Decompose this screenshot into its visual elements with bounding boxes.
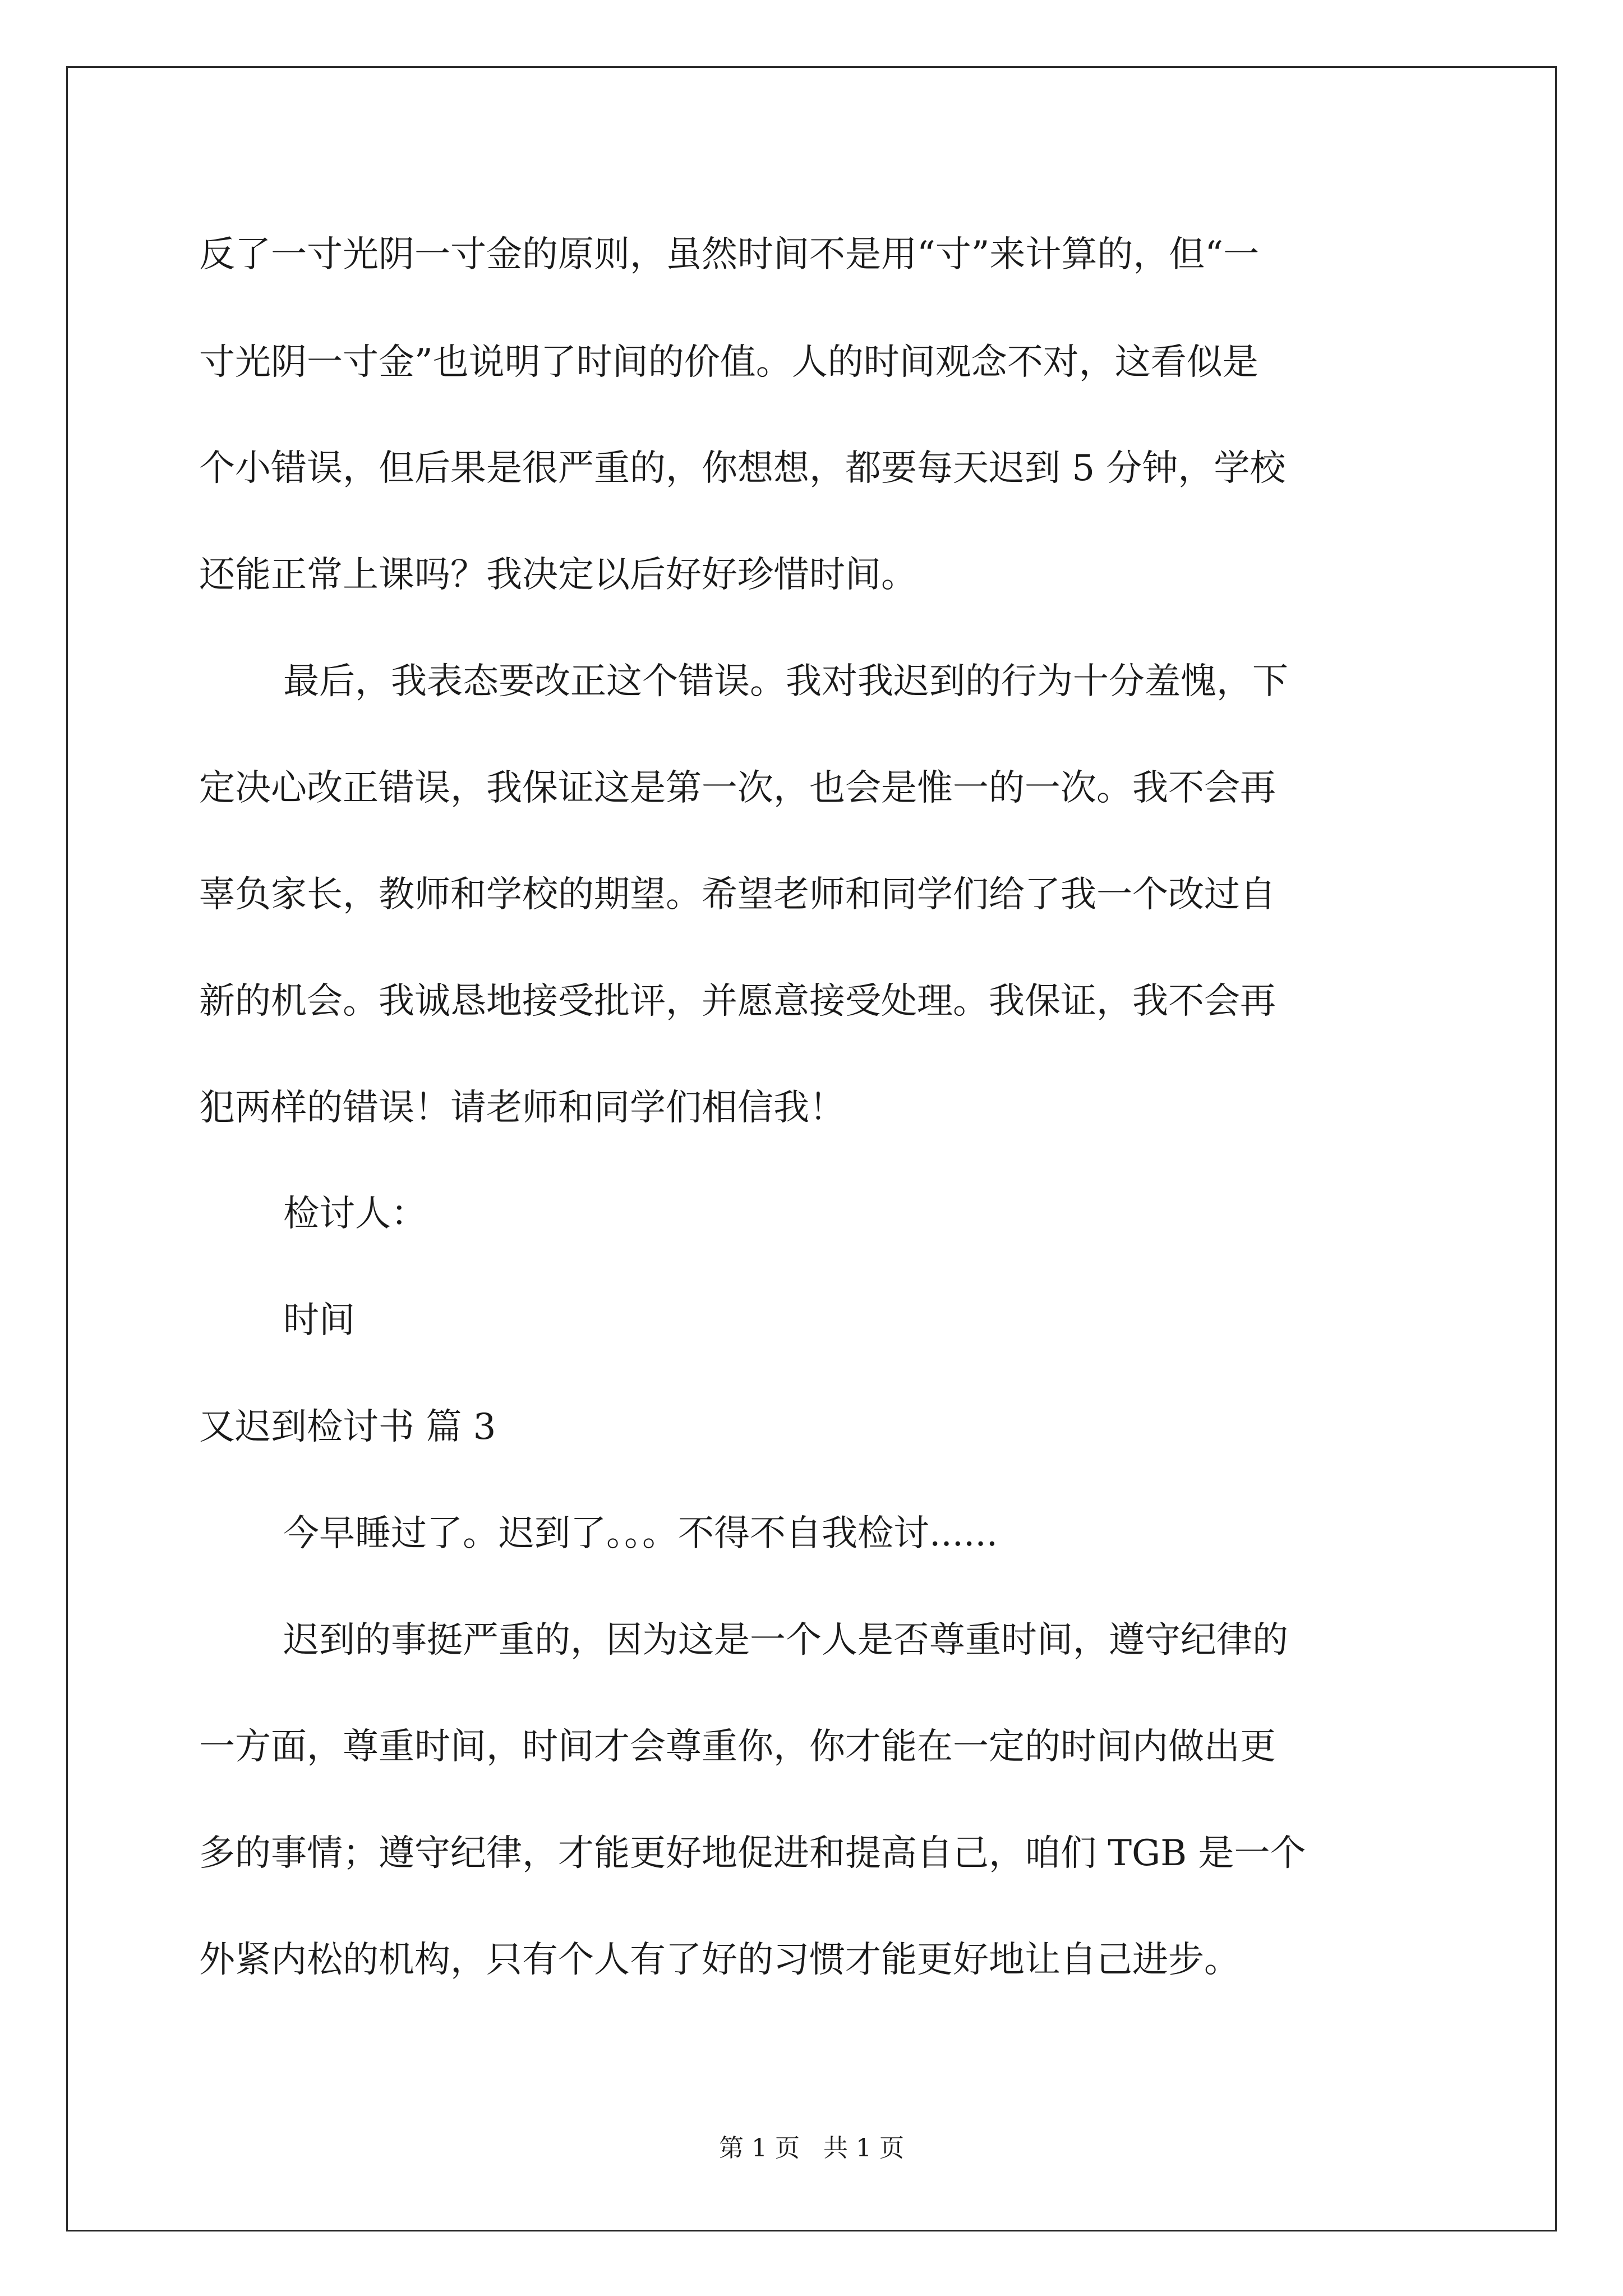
paragraph-line: 迟到的事挺严重的，因为这是一个人是否尊重时间，遵守纪律的 <box>283 1619 1288 1661</box>
paragraph-line: 外紧内松的机构，只有个人有了好的习惯才能更好地让自己进步。 <box>199 1939 1240 1981</box>
paragraph-line: 犯两样的错误！请老师和同学们相信我！ <box>199 1087 845 1129</box>
paragraph-line: 新的机会。我诚恳地接受批评，并愿意接受处理。我保证，我不会再 <box>199 981 1276 1022</box>
signature-label: 检讨人： <box>283 1193 427 1235</box>
paragraph-line: 个小错误，但后果是很严重的，你想想，都要每天迟到 5 分钟，学校 <box>199 448 1286 489</box>
paragraph-line: 寸光阴一寸金”也说明了时间的价值。人的时间观念不对，这看似是 <box>199 342 1258 383</box>
paragraph-line: 定决心改正错误，我保证这是第一次，也会是惟一的一次。我不会再 <box>199 767 1276 809</box>
paragraph-line: 多的事情；遵守纪律，才能更好地促进和提高自己，咱们 TGB 是一个 <box>199 1833 1306 1874</box>
section-heading: 又迟到检讨书 篇 3 <box>199 1406 496 1448</box>
paragraph-line: 还能正常上课吗？我决定以后好好珍惜时间。 <box>199 554 917 596</box>
paragraph-line: 最后，我表态要改正这个错误。我对我迟到的行为十分羞愧，下 <box>283 661 1288 702</box>
paragraph-line: 辜负家长，教师和学校的期望。希望老师和同学们给了我一个改过自 <box>199 874 1276 915</box>
paragraph-line: 今早睡过了。迟到了。。。不得不自我检讨...... <box>283 1513 998 1554</box>
page-border <box>66 66 1557 2231</box>
paragraph-line: 一方面，尊重时间，时间才会尊重你，你才能在一定的时间内做出更 <box>199 1726 1276 1768</box>
date-label: 时间 <box>283 1300 355 1341</box>
paragraph-line: 反了一寸光阴一寸金的原则，虽然时间不是用“寸”来计算的，但“一 <box>199 234 1260 275</box>
page-number-footer: 第 1 页 共 1 页 <box>719 2134 904 2162</box>
